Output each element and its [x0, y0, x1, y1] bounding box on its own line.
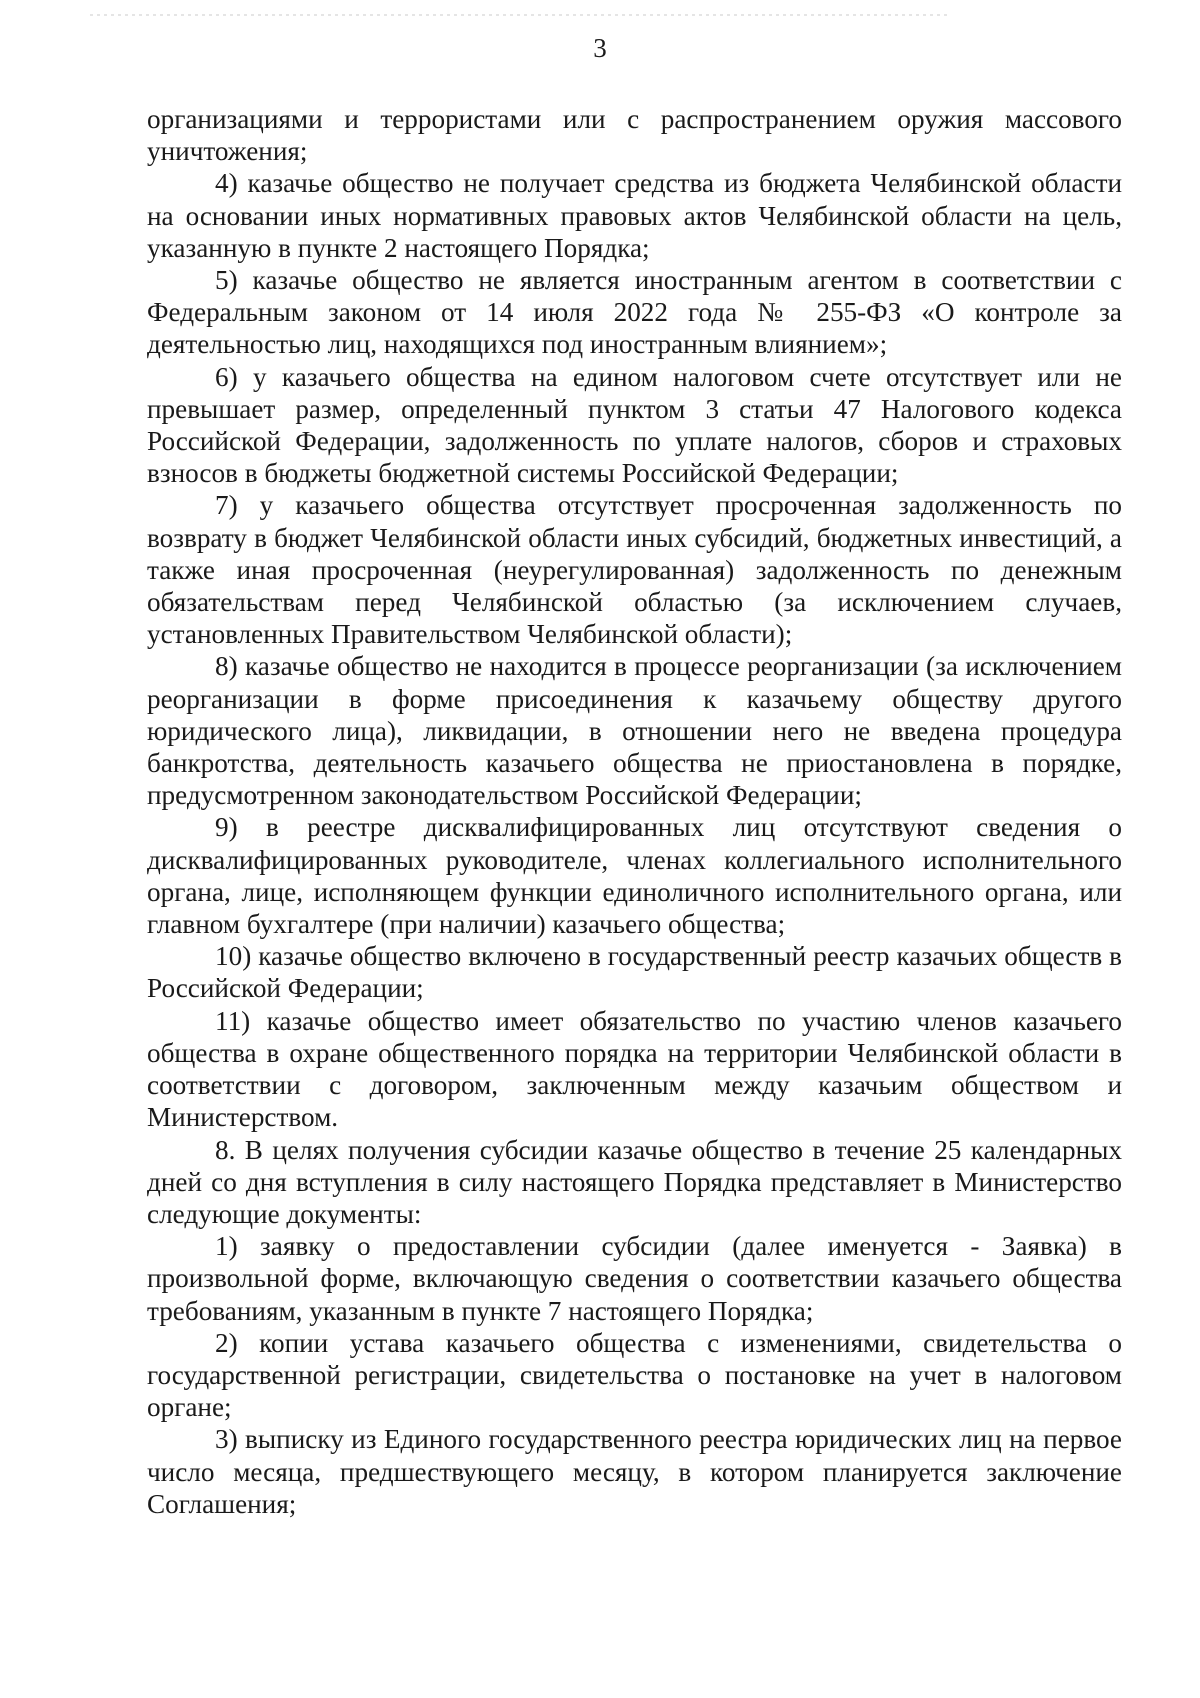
paragraph-item-5: 5) казачье общество не является иностранным агентом в соответствии с Федеральным законом от 14 июля 2022 года № 255-ФЗ «О контроле за деятельностью лиц, находящихся под иностранным влиянием»;: [147, 265, 1122, 360]
paragraph-item-8: 8) казачье общество не находится в процессе реорганизации (за исключением реорганизации в форме присоединения к казачьему обществу другого юридического лица), ликвидации, в отношении него не введена процедура банкротства, деятельность казачьего общества не приостановлена в порядке, предусмотренном законодательством Российской Федерации;: [147, 651, 1122, 811]
paragraph-doc-1: 1) заявку о предоставлении субсидии (далее именуется - Заявка) в произвольной форме, включающую сведения о соответствии казачьего общества требованиям, указанным в пункте 7 настоящего Порядка;: [147, 1231, 1122, 1326]
page-number: 3: [593, 33, 607, 63]
paragraph-item-6: 6) у казачьего общества на едином налоговом счете отсутствует или не превышает размер, определенный пунктом 3 статьи 47 Налогового кодекса Российской Федерации, задолженность по уплате налогов, сборов и страховых взносов в бюджеты бюджетной системы Российской Федерации;: [147, 361, 1122, 489]
paragraph-item-4: 4) казачье общество не получает средства из бюджета Челябинской области на основании иных нормативных правовых актов Челябинской области на цель, указанную в пункте 2 настоящего Порядка;: [147, 168, 1122, 263]
scan-edge-artifact: [90, 14, 950, 16]
paragraph-item-10: 10) казачье общество включено в государственный реестр казачьих обществ в Российской Федерации;: [147, 941, 1122, 1004]
paragraph-continuation: организациями и террористами или с распространением оружия массового уничтожения;: [147, 104, 1122, 167]
paragraph-item-11: 11) казачье общество имеет обязательство по участию членов казачьего общества в охране общественного порядка на территории Челябинской области в соответствии с договором, заключенным между казачьим обществом и Министерством.: [147, 1005, 1122, 1133]
paragraph-item-9: 9) в реестре дисквалифицированных лиц отсутствуют сведения о дисквалифицированных руководителе, членах коллегиального исполнительного органа, лице, исполняющем функции единоличного исполнительного органа, или главном бухгалтере (при наличии) казачьего общества;: [147, 812, 1122, 940]
document-body: [147, 103, 1122, 1520]
paragraph-doc-3: 3) выписку из Единого государственного реестра юридических лиц на первое число месяца, предшествующего месяцу, в котором планируется заключение Соглашения;: [147, 1424, 1122, 1519]
paragraph-section-8: 8. В целях получения субсидии казачье общество в течение 25 календарных дней со дня вступления в силу настоящего Порядка представляет в Министерство следующие документы:: [147, 1134, 1122, 1229]
paragraph-item-7: 7) у казачьего общества отсутствует просроченная задолженность по возврату в бюджет Челябинской области иных субсидий, бюджетных инвестиций, а также иная просроченная (неурегулированная) задолженность по денежным обязательствам перед Челябинской областью (за исключением случаев, установленных Правительством Челябинской области);: [147, 490, 1122, 650]
paragraph-doc-2: 2) копии устава казачьего общества с изменениями, свидетельства о государственной регистрации, свидетельства о постановке на учет в налоговом органе;: [147, 1327, 1122, 1423]
